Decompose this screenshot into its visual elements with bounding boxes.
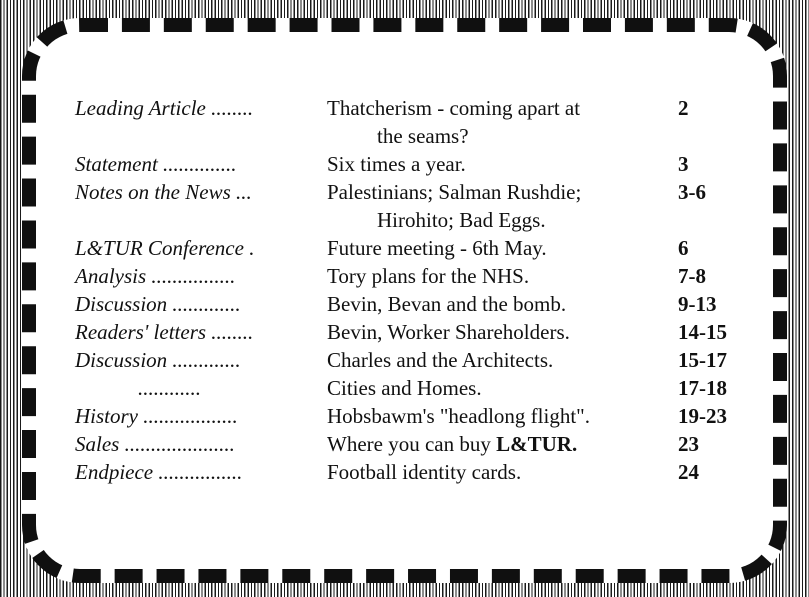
toc-row-conference xyxy=(50,234,750,262)
toc-section-label: Endpiece ................ xyxy=(75,460,243,484)
toc-page-number: 3 xyxy=(678,152,689,176)
toc-article-title: Hobsbawm's "headlong flight". xyxy=(327,404,590,428)
toc-section-label: Discussion ............. xyxy=(75,292,241,316)
toc-row-statement xyxy=(50,150,750,178)
toc-article-title: Bevin, Bevan and the bomb. xyxy=(327,292,567,316)
toc-section-label: Notes on the News ... xyxy=(75,180,252,204)
toc-section-label: Discussion ............. xyxy=(75,348,241,372)
toc-page-number: 24 xyxy=(678,460,699,484)
publication-name: L&TUR. xyxy=(496,432,578,456)
toc-title-line: Thatcherism - coming apart at xyxy=(327,96,581,120)
toc-row-analysis xyxy=(50,262,750,290)
toc-page-number: 17-18 xyxy=(678,376,727,400)
toc-page-number: 6 xyxy=(678,236,689,260)
toc-page-number: 19-23 xyxy=(678,404,727,428)
toc-section-label: Statement .............. xyxy=(75,152,237,176)
toc-section-label: Analysis ................ xyxy=(75,264,236,288)
toc-page-number: 7-8 xyxy=(678,264,706,288)
toc-section-label: L&TUR Conference . xyxy=(75,236,255,260)
toc-section-label: Readers' letters ........ xyxy=(75,320,254,344)
toc-page-number: 15-17 xyxy=(678,348,727,372)
toc-article-title: Charles and the Architects. xyxy=(327,348,554,372)
toc-row-sales xyxy=(50,430,750,458)
toc-article-title: Future meeting - 6th May. xyxy=(327,236,547,260)
toc-row-history xyxy=(50,402,750,430)
toc-article-title: Football identity cards. xyxy=(327,460,522,484)
toc-row-cities-and-homes xyxy=(50,374,750,402)
toc-page-number: 2 xyxy=(678,96,689,120)
toc-page-number: 23 xyxy=(678,432,699,456)
toc-article-title xyxy=(327,430,662,458)
toc-title-continuation: Hirohito; Bad Eggs. xyxy=(377,208,546,232)
toc-section-label: ............ xyxy=(75,376,201,400)
toc-row-discussion-architects xyxy=(50,346,750,374)
toc-row-notes-on-the-news xyxy=(50,178,750,234)
toc-article-title xyxy=(327,94,662,150)
toc-title-line: Where you can buy xyxy=(327,432,491,456)
toc-row-discussion-bevin xyxy=(50,290,750,318)
toc-row-leading-article xyxy=(50,94,750,150)
toc-section-label: Sales ..................... xyxy=(75,432,235,456)
toc-page-number: 14-15 xyxy=(678,320,727,344)
toc-row-readers-letters xyxy=(50,318,750,346)
toc-article-title: Tory plans for the NHS. xyxy=(327,264,530,288)
toc-article-title xyxy=(327,178,662,234)
toc-section-label: Leading Article ........ xyxy=(75,96,254,120)
toc-article-title: Six times a year. xyxy=(327,152,466,176)
toc-title-continuation: the seams? xyxy=(377,124,469,148)
toc-section-label: History .................. xyxy=(75,404,238,428)
toc-page-number: 3-6 xyxy=(678,180,706,204)
toc-article-title: Cities and Homes. xyxy=(327,376,482,400)
toc-page-number: 9-13 xyxy=(678,292,717,316)
toc-title-line: Palestinians; Salman Rushdie; xyxy=(327,180,582,204)
toc-row-endpiece xyxy=(50,458,750,486)
table-of-contents xyxy=(50,94,750,486)
toc-article-title: Bevin, Worker Shareholders. xyxy=(327,320,570,344)
